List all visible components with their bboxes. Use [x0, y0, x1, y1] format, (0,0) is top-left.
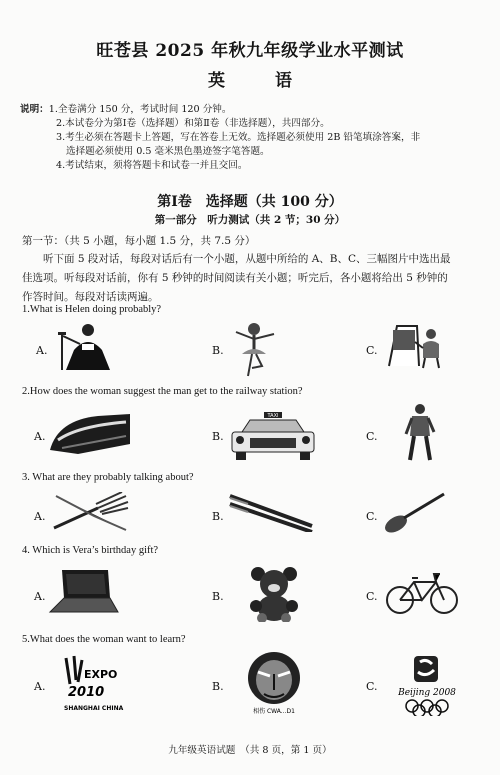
- q4-option-c: C.: [366, 590, 378, 603]
- taxi-sign-label: TAXI: [267, 413, 279, 419]
- volume-heading: 第Ⅰ卷 选择题（共 100 分）: [157, 194, 343, 210]
- expo-logo-caption: SHANGHAI CHINA: [64, 705, 124, 712]
- painter-icon: [385, 322, 445, 370]
- q1-option-b: B.: [212, 344, 224, 357]
- bicycle-icon: [384, 570, 460, 616]
- singer-icon: [58, 322, 118, 374]
- q5-option-c: C.: [366, 680, 378, 693]
- opera-mask-icon: [244, 650, 304, 716]
- note-3: 3.考生必须在答题卡上答题，写在答卷上无效。选择题必须使用 2B 铅笔填涂答案，非: [56, 132, 421, 143]
- q3-option-c: C.: [366, 510, 378, 523]
- note-2: 2.本试卷分为第Ⅰ卷（选择题）和第Ⅱ卷（非选择题），共四部分。: [56, 118, 330, 129]
- q2-option-c: C.: [366, 430, 378, 443]
- walking-man-icon: [402, 404, 438, 462]
- expo-logo-icon: [60, 654, 130, 714]
- question-5: 5.What does the woman want to learn?: [22, 634, 186, 645]
- opera-mask-caption: 相伤 CWA...D1: [253, 708, 295, 715]
- subject-title: 英 语: [208, 71, 314, 91]
- fork-icon: [50, 492, 130, 532]
- q1-option-c: C.: [366, 344, 378, 357]
- chopsticks-icon: [228, 492, 314, 532]
- q3-option-b: B.: [212, 510, 224, 523]
- page-footer: 九年级英语试题 （共 8 页，第 1 页）: [168, 745, 332, 756]
- expo-logo-text: EXPO: [84, 668, 118, 681]
- question-4: 4. Which is Vera’s birthday gift?: [22, 545, 159, 556]
- expo-logo-year: 2010: [68, 685, 105, 700]
- note-4: 4.考试结束，须将答题卡和试卷一并且交回。: [56, 160, 248, 171]
- laptop-icon: [48, 568, 120, 616]
- instruction-line-1: 听下面 5 段对话，每段对话后有一个小题，从题中所给的 A、B、C、三幅图片中选出最: [43, 253, 451, 265]
- q4-option-b: B.: [212, 590, 224, 603]
- part-heading: 第一部分 听力测试（共 2 节；30 分）: [154, 214, 346, 226]
- bullet-train-icon: [48, 410, 132, 458]
- instruction-line-2: 佳选项。听每段对话前，你有 5 秒钟的时间阅读有关小题；听完后，各小题将给出 5 秒钟的: [22, 272, 448, 284]
- instruction-line-3: 作答时间。每段对话读两遍。: [22, 291, 159, 303]
- q3-option-a: A.: [34, 510, 46, 523]
- q5-option-a: A.: [34, 680, 46, 693]
- teddy-bear-icon: [244, 566, 304, 622]
- q2-option-a: A.: [34, 430, 46, 443]
- note-3-cont: 选择题必须使用 0.5 毫米黑色墨迹签字笔答题。: [66, 146, 270, 157]
- q5-option-b: B.: [212, 680, 224, 693]
- question-3: 3. What are they probably talking about?: [22, 472, 194, 483]
- note-1: 1.全卷满分 150 分，考试时间 120 分钟。: [48, 104, 232, 115]
- notes-label: 说明：1.全卷满分 150 分，考试时间 120 分钟。: [20, 104, 232, 115]
- spoon-icon: [382, 490, 446, 534]
- ballet-dancer-icon: [228, 322, 278, 378]
- question-2: 2.How does the woman suggest the man get to the railway station?: [22, 386, 303, 397]
- q1-option-a: A.: [36, 344, 48, 357]
- node-heading: 第一节：（共 5 小题，每小题 1.5 分，共 7.5 分）: [22, 235, 256, 247]
- olympics-logo-icon: [390, 654, 464, 716]
- taxi-icon: [226, 410, 316, 462]
- q4-option-a: A.: [34, 590, 46, 603]
- olympics-logo-text: Beijing 2008: [398, 688, 456, 698]
- q2-option-b: B.: [212, 430, 224, 443]
- question-1: 1.What is Helen doing probably?: [22, 304, 162, 315]
- exam-title: 旺苍县 2025 年秋九年级学业水平测试: [96, 41, 404, 61]
